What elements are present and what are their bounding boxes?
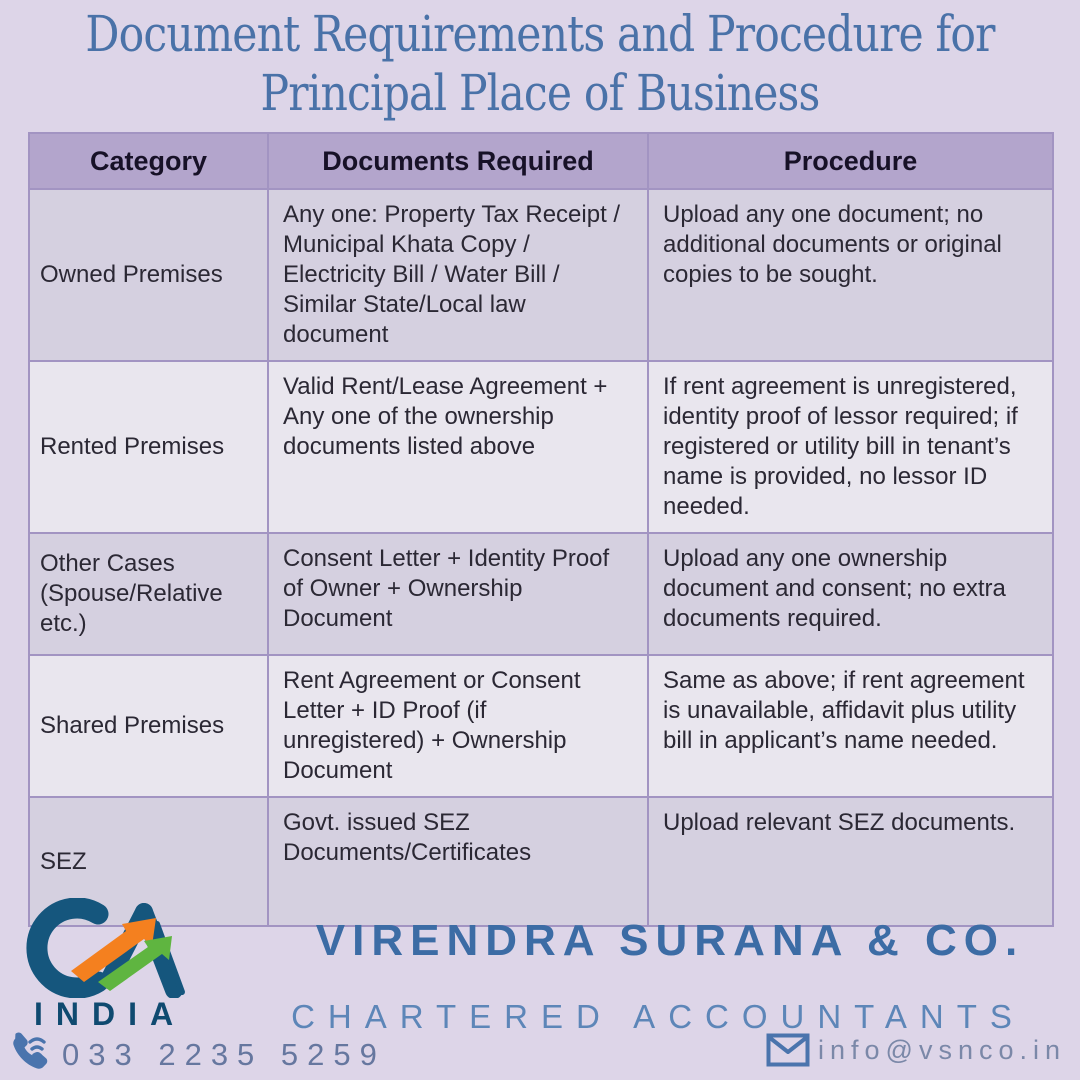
documents-cell: Valid Rent/Lease Agreement + Any one of the ownership documents listed above (268, 361, 648, 533)
table-row (29, 655, 1053, 797)
category-cell: Other Cases (Spouse/Relative etc.) (29, 533, 268, 655)
procedure-cell: Upload relevant SEZ documents. (648, 797, 1053, 926)
company-name: VIRENDRA SURANA & CO. (315, 916, 1025, 965)
table-row (29, 533, 1053, 655)
email-contact (766, 1033, 1066, 1067)
logo-country-label: INDIA (34, 996, 187, 1032)
header-category: Category (29, 133, 268, 189)
table-header-row (29, 133, 1053, 189)
header-procedure: Procedure (648, 133, 1053, 189)
page-title (81, 4, 999, 122)
category-cell: Shared Premises (29, 655, 268, 797)
requirements-table (28, 132, 1054, 927)
documents-cell: Govt. issued SEZ Documents/Certificates (268, 797, 648, 926)
procedure-cell: Same as above; if rent agreement is unavailable, affidavit plus utility bill in applicant’s name needed. (648, 655, 1053, 797)
procedure-cell: Upload any one ownership document and consent; no extra documents required. (648, 533, 1053, 655)
mail-envelope-icon (766, 1033, 810, 1067)
page-title-line1: Document Requirements and Procedure for (85, 5, 995, 63)
documents-cell: Consent Letter + Identity Proof of Owner + Ownership Document (268, 533, 648, 655)
phone-icon (6, 1030, 58, 1080)
documents-cell: Rent Agreement or Consent Letter + ID Proof (if unregistered) + Ownership Document (268, 655, 648, 797)
procedure-cell: Upload any one document; no additional documents or original copies to be sought. (648, 189, 1053, 361)
category-cell: Owned Premises (29, 189, 268, 361)
phone-contact (6, 1030, 386, 1080)
phone-number: 033 2235 5259 (62, 1037, 386, 1072)
table-row (29, 361, 1053, 533)
documents-cell: Any one: Property Tax Receipt / Municipal Khata Copy / Electricity Bill / Water Bill / Similar State/Local law document (268, 189, 648, 361)
table-row (29, 189, 1053, 361)
page-title-line2: Principal Place of Business (260, 64, 820, 122)
email-address: info@vsnco.in (818, 1034, 1066, 1065)
procedure-cell: If rent agreement is unregistered, identity proof of lessor required; if registered or utility bill in tenant’s name is provided, no lessor ID needed. (648, 361, 1053, 533)
header-documents-required: Documents Required (268, 133, 648, 189)
category-cell: Rented Premises (29, 361, 268, 533)
company-subtitle: CHARTERED ACCOUNTANTS (291, 998, 1025, 1035)
category-cell: SEZ (29, 797, 268, 926)
ca-india-logo (26, 898, 256, 1032)
ca-logo-icon (26, 898, 251, 998)
